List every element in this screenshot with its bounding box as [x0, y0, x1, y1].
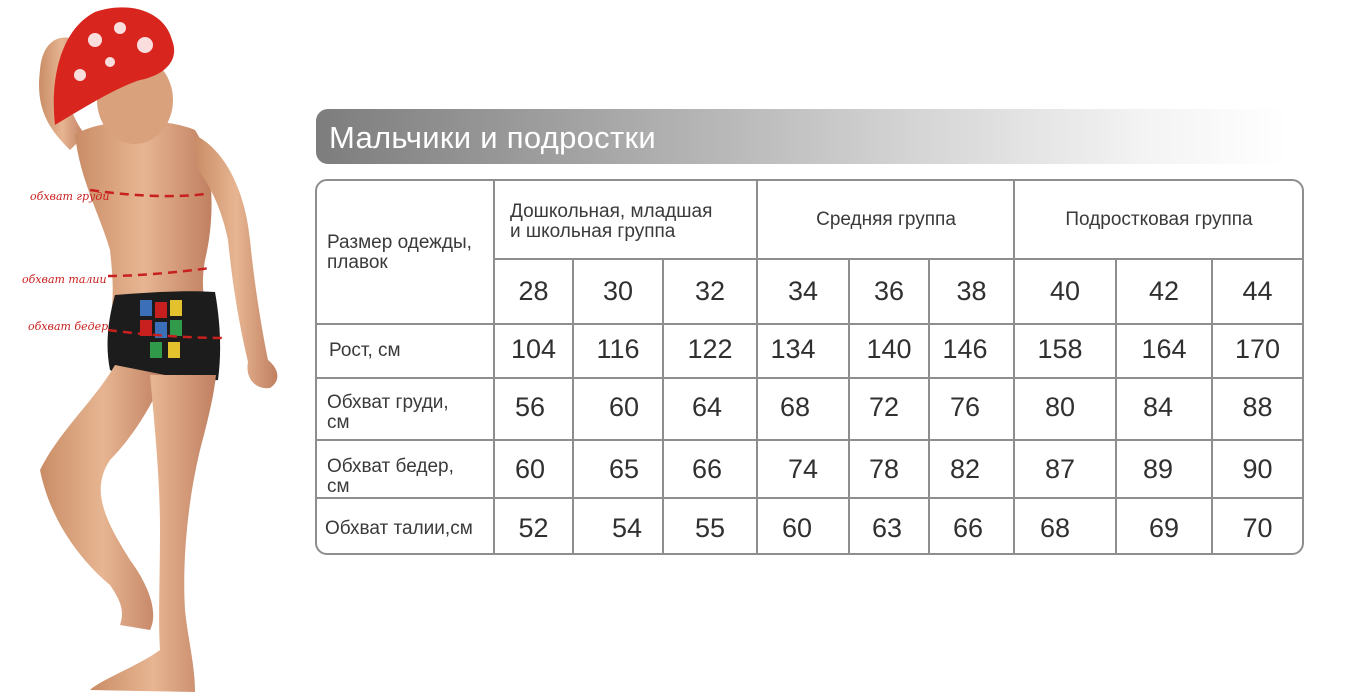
value-cell: 56 [514, 392, 546, 422]
value-cell: 66 [952, 513, 984, 543]
value-cell: 76 [949, 392, 981, 422]
group-header-preschool-line2: и школьная группа [510, 221, 676, 242]
value-cell: 146 [942, 334, 988, 364]
model-figure [0, 0, 300, 700]
row-label-height: Рост, см [329, 340, 401, 361]
size-cell: 28 [518, 276, 549, 306]
left-leg [40, 365, 165, 630]
value-cell: 64 [691, 392, 723, 422]
value-cell: 164 [1141, 334, 1187, 364]
row-label-hips-line1: Обхват бедер, [327, 456, 454, 477]
hips-measure-label: обхват бедер [28, 320, 109, 333]
value-cell: 84 [1142, 392, 1174, 422]
value-cell: 90 [1242, 454, 1273, 484]
value-cell: 87 [1044, 454, 1076, 484]
page-title: Мальчики и подростки [329, 120, 656, 155]
value-cell: 66 [691, 454, 723, 484]
size-cell: 40 [1049, 276, 1081, 306]
value-cell: 116 [596, 334, 640, 364]
group-header-middle: Средняя группа [816, 209, 956, 230]
group-header-preschool-line1: Дошкольная, младшая [510, 201, 713, 222]
value-cell: 68 [779, 392, 811, 422]
value-cell: 134 [770, 334, 816, 364]
value-cell: 55 [694, 513, 726, 543]
size-cell: 42 [1148, 276, 1180, 306]
value-cell: 63 [871, 513, 903, 543]
value-cell: 52 [518, 513, 549, 543]
size-cell: 44 [1242, 276, 1273, 306]
value-cell: 60 [781, 513, 813, 543]
value-cell: 158 [1037, 334, 1083, 364]
value-cell: 68 [1039, 513, 1071, 543]
row-label-waist: Обхват талии,см [325, 518, 473, 539]
torso [75, 121, 212, 320]
value-cell: 70 [1242, 513, 1273, 543]
value-cell: 122 [687, 334, 733, 364]
value-cell: 88 [1242, 392, 1273, 422]
value-cell: 104 [510, 334, 557, 364]
value-cell: 89 [1142, 454, 1174, 484]
waist-measure-label: обхват талии [22, 273, 107, 286]
group-header-teen: Подростковая группа [1065, 209, 1253, 230]
value-cell: 54 [611, 513, 643, 543]
value-cell: 140 [866, 334, 912, 364]
boy-illustration [0, 0, 300, 700]
title-banner [316, 109, 1288, 164]
chest-measure-label: обхват груди [30, 190, 110, 203]
size-cell: 36 [873, 276, 905, 306]
row-label-hips-line2: см [327, 476, 350, 497]
value-cell: 65 [608, 454, 640, 484]
size-cell: 32 [694, 276, 726, 306]
value-cell: 78 [868, 454, 900, 484]
size-cell: 34 [787, 276, 819, 306]
value-cell: 80 [1044, 392, 1076, 422]
size-cell: 38 [956, 276, 987, 306]
row-label-chest-line1: Обхват груди, [327, 392, 449, 413]
value-cell: 60 [608, 392, 640, 422]
value-cell: 74 [787, 454, 819, 484]
value-cell: 72 [868, 392, 900, 422]
size-cell: 30 [602, 276, 634, 306]
row-label-chest-line2: см [327, 412, 350, 433]
value-cell: 69 [1148, 513, 1180, 543]
corner-header: Размер одежды, плавок [327, 232, 472, 273]
value-cell: 60 [514, 454, 546, 484]
value-cell: 170 [1234, 334, 1281, 364]
size-table [315, 179, 1304, 555]
value-cell: 82 [949, 454, 981, 484]
